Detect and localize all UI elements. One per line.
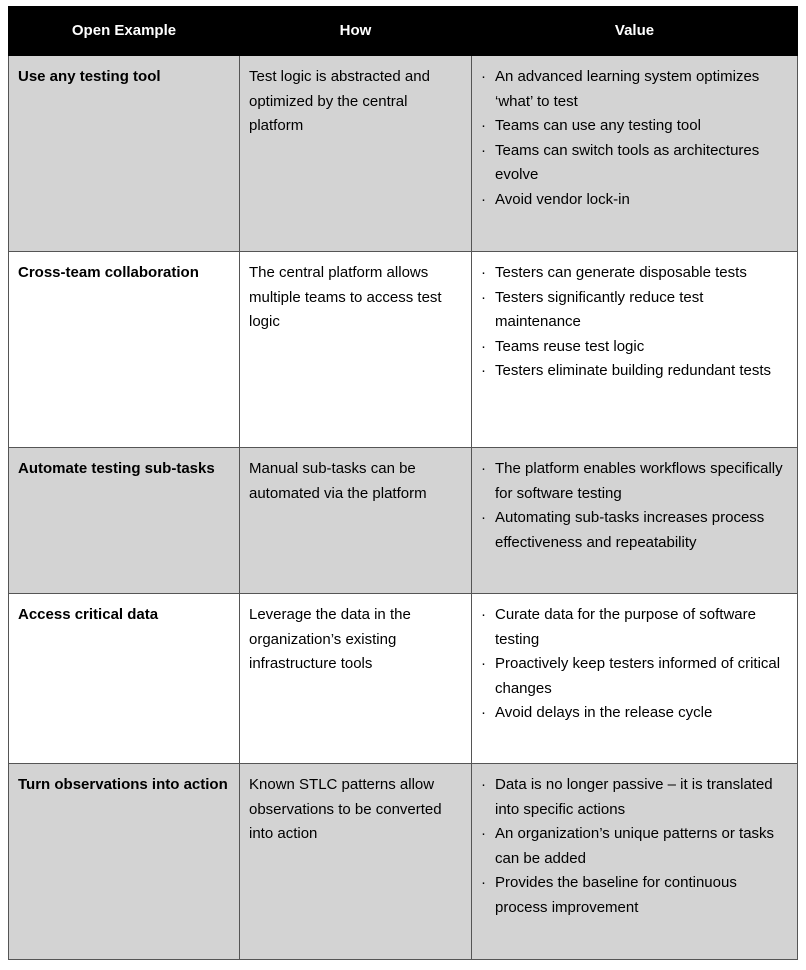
- how-cell: Leverage the data in the organization’s existing infrastructure tools: [240, 594, 472, 764]
- header-open-example: Open Example: [9, 7, 240, 56]
- example-cell: Access critical data: [9, 594, 240, 764]
- value-item: · The platform enables workflows specifically for software testing: [481, 457, 788, 506]
- value-item: · An organization’s unique patterns or tasks can be added: [481, 822, 788, 871]
- value-cell: [472, 764, 798, 960]
- value-cell: [472, 448, 798, 594]
- table-row: [9, 252, 798, 448]
- value-list: [481, 603, 788, 726]
- example-cell: Use any testing tool: [9, 56, 240, 252]
- table-row: [9, 56, 798, 252]
- value-item: · Data is no longer passive – it is translated into specific actions: [481, 773, 788, 822]
- value-item: · Proactively keep testers informed of critical changes: [481, 652, 788, 701]
- how-cell: The central platform allows multiple teams to access test logic: [240, 252, 472, 448]
- value-list: [481, 773, 788, 920]
- table-row: [9, 764, 798, 960]
- value-item: · Testers significantly reduce test maintenance: [481, 286, 788, 335]
- how-cell: Manual sub-tasks can be automated via the platform: [240, 448, 472, 594]
- table-header-row: [9, 7, 798, 56]
- value-list: [481, 457, 788, 555]
- value-item: · Avoid vendor lock-in: [481, 188, 788, 213]
- value-cell: [472, 252, 798, 448]
- value-item: · An advanced learning system optimizes ‘what’ to test: [481, 65, 788, 114]
- value-item: · Testers can generate disposable tests: [481, 261, 788, 286]
- table-row: [9, 448, 798, 594]
- value-item: · Curate data for the purpose of software testing: [481, 603, 788, 652]
- value-item: · Provides the baseline for continuous process improvement: [481, 871, 788, 920]
- example-cell: Cross-team collaboration: [9, 252, 240, 448]
- example-cell: Turn observations into action: [9, 764, 240, 960]
- header-how: How: [240, 7, 472, 56]
- value-item: · Avoid delays in the release cycle: [481, 701, 788, 726]
- value-item: · Testers eliminate building redundant tests: [481, 359, 788, 384]
- value-list: [481, 261, 788, 384]
- how-cell: Known STLC patterns allow observations to be converted into action: [240, 764, 472, 960]
- value-item: · Teams can switch tools as architectures evolve: [481, 139, 788, 188]
- value-cell: [472, 594, 798, 764]
- value-item: · Automating sub-tasks increases process effectiveness and repeatability: [481, 506, 788, 555]
- open-examples-table: [8, 6, 798, 960]
- value-item: · Teams can use any testing tool: [481, 114, 788, 139]
- example-cell: Automate testing sub-tasks: [9, 448, 240, 594]
- table-row: [9, 594, 798, 764]
- comparison-table-frame: [8, 6, 797, 960]
- header-value: Value: [472, 7, 798, 56]
- value-cell: [472, 56, 798, 252]
- value-item: · Teams reuse test logic: [481, 335, 788, 360]
- how-cell: Test logic is abstracted and optimized by the central platform: [240, 56, 472, 252]
- value-list: [481, 65, 788, 212]
